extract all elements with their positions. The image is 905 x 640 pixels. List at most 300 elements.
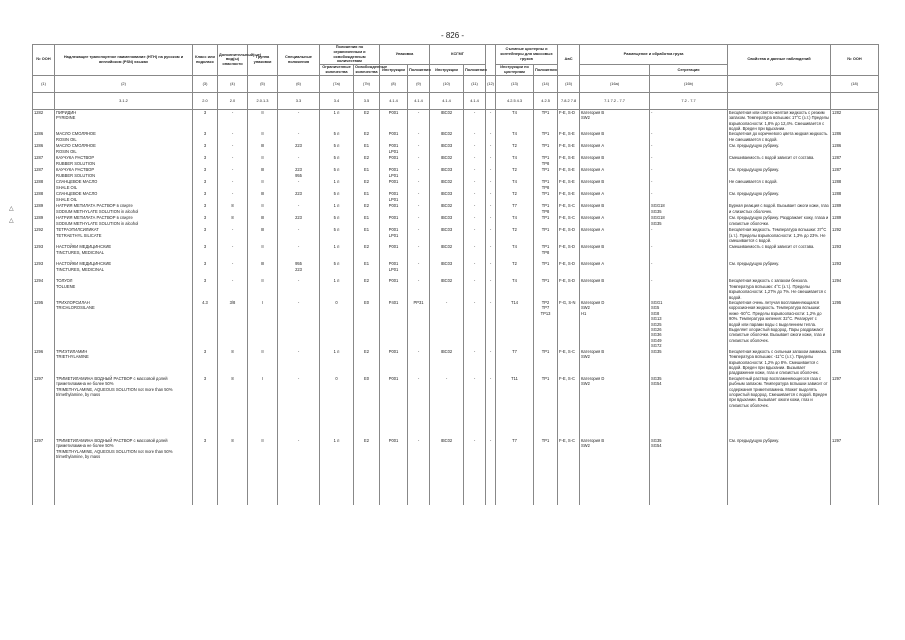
cell-excepted-qty: E1	[354, 261, 380, 278]
cell-packing-group: II	[248, 438, 278, 505]
table-row	[33, 244, 879, 261]
cell-tank-prov: TP1	[534, 191, 558, 203]
column-number: (18)	[831, 75, 879, 92]
cell-secondary: -	[218, 179, 248, 191]
header-tank-prov: Положения	[534, 65, 558, 76]
cell-col12: -	[486, 143, 496, 155]
cell-segregation: SG35 SG54	[650, 376, 728, 438]
cell-name: ТРИМЕТИЛАМИНА ВОДНЫЙ РАСТВОР с массовой долей триметиламина не более 50% TRIMETHYLAMINE, AQUEOUS SOLUTION not more than 50% trimethylamine, by mass	[55, 376, 193, 438]
cell-pack-prov: -	[408, 167, 430, 179]
column-reference: 2.0	[193, 92, 218, 109]
cell-packing-group: I	[248, 300, 278, 349]
cell-ibc-prov: -	[464, 203, 486, 215]
cell-tank-instr: T11	[496, 376, 534, 438]
column-number: (4)	[218, 75, 248, 92]
cell-pack-prov: -	[408, 261, 430, 278]
table-row	[33, 278, 879, 300]
header-ibc: КСГМГ	[430, 45, 486, 65]
cell-name: СЛАНЦЕВОЕ МАСЛО SHALE OIL	[55, 191, 193, 203]
cell-class: 3	[193, 131, 218, 143]
cell-col12: -	[486, 203, 496, 215]
column-number: (7b)	[354, 75, 380, 92]
column-number: (1)	[33, 75, 55, 92]
header-packing: Упаковка	[380, 45, 430, 65]
cell-secondary: -	[218, 155, 248, 167]
cell-col12: -	[486, 215, 496, 227]
column-number: (8)	[380, 75, 408, 92]
cell-un: 1289	[33, 203, 55, 215]
cell-tank-prov: TP1	[534, 376, 558, 438]
column-reference: 3.1.2	[55, 92, 193, 109]
column-number: (11)	[464, 75, 486, 92]
cell-excepted-qty: E2	[354, 179, 380, 191]
header-un: № ООН	[33, 45, 55, 76]
column-number: (14)	[534, 75, 558, 92]
cell-properties: См. предыдущую рубрику.	[728, 438, 831, 505]
cell-secondary: 8	[218, 376, 248, 438]
header-excepted-qty: Освобожденные количества	[355, 64, 388, 74]
cell-segregation: SG35 SG54	[650, 438, 728, 505]
cell-ibc-prov: -	[464, 167, 486, 179]
cell-limited-qty: 0	[320, 300, 354, 349]
table-row	[33, 215, 879, 227]
cell-class: 3	[193, 438, 218, 505]
cell-segregation: SGG1 SG5 SG8 SG13 SG25 SG26 SG36 SG49 SG72	[650, 300, 728, 349]
header-limited: Положения по ограниченным и освобожденным количествам	[320, 45, 380, 65]
header-props: Свойства и данные наблюдений	[728, 45, 831, 76]
cell-stowage: Категория A	[580, 215, 650, 227]
cell-tank-instr: T14	[496, 300, 534, 349]
cell-special: -	[278, 244, 320, 261]
cell-segregation: -	[650, 278, 728, 300]
header-secondary: Дополнительный(ые) вид(ы) опасности	[218, 45, 248, 76]
cell-pack-instr: P001	[380, 215, 408, 227]
cell-class: 3	[193, 179, 218, 191]
cell-name: СЛАНЦЕВОЕ МАСЛО SHALE OIL	[55, 179, 193, 191]
cell-col12: -	[486, 244, 496, 261]
cell-limited-qty: 5 л	[320, 155, 354, 167]
cell-ibc-prov: -	[464, 179, 486, 191]
cell-special: -	[278, 278, 320, 300]
cell-ems: F-E, S-C	[558, 215, 580, 227]
cell-un: 1286	[33, 143, 55, 155]
cell-un: 1287	[33, 167, 55, 179]
cell-ibc-prov: -	[464, 244, 486, 261]
table-row	[33, 261, 879, 278]
cell-packing-group: I	[248, 376, 278, 438]
cell-tank-instr: T2	[496, 143, 534, 155]
cell-segregation: SGG18 SG35	[650, 215, 728, 227]
column-reference: 7.2 - 7.7	[650, 92, 728, 109]
cell-pack-instr: P001 LP01	[380, 191, 408, 203]
cell-name: НАТРИЯ МЕТИЛАТА РАСТВОР в спирте SODIUM METHYLATE SOLUTION in alcohol	[55, 203, 193, 215]
cell-pack-prov: -	[408, 191, 430, 203]
cell-class: 3	[193, 261, 218, 278]
cell-limited-qty: 1 л	[320, 109, 354, 131]
table-row	[33, 179, 879, 191]
header-segregation: Сегрегация	[650, 65, 728, 76]
cell-tank-instr: T4	[496, 109, 534, 131]
cell-tank-prov: TP1	[534, 227, 558, 244]
table-row	[33, 227, 879, 244]
cell-tank-instr: T4	[496, 244, 534, 261]
cell-special: 223	[278, 143, 320, 155]
cell-stowage: Категория A	[580, 191, 650, 203]
cell-ibc-prov: -	[464, 215, 486, 227]
cell-ibc-instr: IBC02	[430, 131, 464, 143]
cell-limited-qty: 1 л	[320, 179, 354, 191]
cell-name: ТРИХЛОРСИЛАН TRICHLOROSILANE	[55, 300, 193, 349]
cell-special: -	[278, 227, 320, 244]
cell-col12: -	[486, 227, 496, 244]
cell-pack-instr: P001	[380, 131, 408, 143]
cell-properties: Смешиваемость с водой зависит от состава.	[728, 244, 831, 261]
cell-packing-group: II	[248, 203, 278, 215]
cell-un: 1288	[33, 179, 55, 191]
cell-tank-prov: TP1 TP8	[534, 179, 558, 191]
cell-special: -	[278, 300, 320, 349]
cell-secondary: -	[218, 167, 248, 179]
cell-limited-qty: 1 л	[320, 349, 354, 376]
column-reference	[831, 92, 879, 109]
cell-un-right: 1287	[831, 155, 879, 167]
cell-tank-instr: T7	[496, 203, 534, 215]
cell-secondary: 8	[218, 215, 248, 227]
cell-col12: -	[486, 179, 496, 191]
header-limited-qty: Ограниченные количества	[320, 65, 354, 76]
cell-excepted-qty: E2	[354, 349, 380, 376]
cell-packing-group: II	[248, 155, 278, 167]
cell-class: 3	[193, 155, 218, 167]
cell-tank-instr: T4	[496, 278, 534, 300]
column-reference-row	[33, 92, 879, 109]
cell-segregation: -	[650, 191, 728, 203]
cell-stowage: Категория A	[580, 261, 650, 278]
cell-pack-instr: P001	[380, 203, 408, 215]
cell-pack-instr: P001	[380, 438, 408, 505]
cell-secondary: -	[218, 227, 248, 244]
cell-name: КАУЧУКА РАСТВОР RUBBER SOLUTION	[55, 167, 193, 179]
cell-col12: -	[486, 191, 496, 203]
cell-segregation: -	[650, 155, 728, 167]
cell-class: 3	[193, 278, 218, 300]
cell-col12: -	[486, 376, 496, 438]
header-pack-instr: Инструкции	[380, 65, 408, 76]
cell-un-right: 1282	[831, 109, 879, 131]
cell-name: ТЕТРАЭТИЛСИЛИКАТ TETRAETHYL SILICATE	[55, 227, 193, 244]
cell-ibc-prov: -	[464, 155, 486, 167]
cell-secondary: -	[218, 278, 248, 300]
header-tank-instr: Инструкции по цистернам	[496, 65, 534, 76]
cell-pack-prov: -	[408, 376, 430, 438]
cell-ibc-instr: IBC02	[430, 244, 464, 261]
cell-limited-qty: 5 л	[320, 227, 354, 244]
table-row	[33, 203, 879, 215]
cell-un: 1288	[33, 191, 55, 203]
cell-un-right: 1288	[831, 179, 879, 191]
cell-limited-qty: 1 л	[320, 244, 354, 261]
cell-secondary: 8	[218, 438, 248, 505]
column-reference: 4.1.4	[464, 92, 486, 109]
cell-name: МАСЛО СМОЛЯНОЕ ROSIN OIL	[55, 131, 193, 143]
cell-special: -	[278, 376, 320, 438]
cell-tank-instr: T2	[496, 261, 534, 278]
cell-properties: Бесцветная до коричневого цвета жидкая жидкость. Не смешивается с водой.	[728, 131, 831, 143]
cell-ibc-instr: IBC02	[430, 438, 464, 505]
cell-name: ПИРИДИН PYRIDINE	[55, 109, 193, 131]
change-marker-icon: △	[9, 206, 14, 213]
cell-col12: -	[486, 167, 496, 179]
cell-segregation: -	[650, 227, 728, 244]
header-class: Класс или подкласс	[193, 45, 218, 76]
cell-ibc-instr: IBC02	[430, 179, 464, 191]
cell-secondary: 8	[218, 203, 248, 215]
cell-name: НАТРИЯ МЕТИЛАТА РАСТВОР в спирте SODIUM METHYLATE SOLUTION in alcohol	[55, 215, 193, 227]
cell-limited-qty: 5 л	[320, 143, 354, 155]
table-body	[33, 109, 879, 504]
cell-tank-prov: TP1	[534, 131, 558, 143]
cell-class: 3	[193, 109, 218, 131]
cell-tank-instr: T2	[496, 167, 534, 179]
cell-class: 3	[193, 376, 218, 438]
table-row	[33, 300, 879, 349]
cell-pack-instr: P001	[380, 278, 408, 300]
cell-tank-instr: T4	[496, 131, 534, 143]
cell-un-right: 1287	[831, 167, 879, 179]
table-row	[33, 155, 879, 167]
cell-excepted-qty: E2	[354, 131, 380, 143]
cell-name: КАУЧУКА РАСТВОР RUBBER SOLUTION	[55, 155, 193, 167]
column-reference: 4.2.5 4.3	[496, 92, 534, 109]
cell-limited-qty: 5 л	[320, 191, 354, 203]
header-pack-prov: Положения	[408, 65, 430, 76]
cell-col12: -	[486, 109, 496, 131]
cell-excepted-qty: E2	[354, 203, 380, 215]
column-reference: 7.8.2 7.8	[558, 92, 580, 109]
cell-limited-qty: 5 л	[320, 131, 354, 143]
cell-pack-prov: -	[408, 131, 430, 143]
cell-un-right: 1293	[831, 261, 879, 278]
column-number: (16b)	[650, 75, 728, 92]
cell-stowage: Категория B SW2	[580, 109, 650, 131]
cell-excepted-qty: E0	[354, 376, 380, 438]
cell-segregation: -	[650, 131, 728, 143]
cell-stowage: Категория B	[580, 131, 650, 143]
cell-ems: F-E, S-C	[558, 349, 580, 376]
cell-properties: Бесцветная жидкость с сильным запахом аммиака. Температура вспышки: -11°C (з.т.). Пределы взрывоопасности: 1,2% до 8%. Смешивается с водой. Вреден при вдыхании. Вызывает раздражение кожи, глаз и слизистых оболочек.	[728, 349, 831, 376]
cell-limited-qty: 1 л	[320, 278, 354, 300]
cell-pack-instr: P001	[380, 376, 408, 438]
cell-ibc-prov: -	[464, 300, 486, 349]
cell-pack-prov: -	[408, 349, 430, 376]
header-special: Специальные положения	[278, 45, 320, 76]
cell-ibc-instr: IBC02	[430, 109, 464, 131]
cell-un-right: 1293	[831, 244, 879, 261]
column-reference	[486, 92, 496, 109]
cell-class: 3	[193, 227, 218, 244]
cell-un-right: 1295	[831, 300, 879, 349]
cell-secondary: -	[218, 131, 248, 143]
cell-excepted-qty: E0	[354, 300, 380, 349]
cell-un-right: 1296	[831, 349, 879, 376]
cell-ibc-prov: -	[464, 261, 486, 278]
cell-stowage: Категория A	[580, 167, 650, 179]
cell-tank-prov: TP1	[534, 167, 558, 179]
cell-excepted-qty: E1	[354, 167, 380, 179]
cell-ibc-instr: IBC03	[430, 261, 464, 278]
cell-properties: Бесцветная очень летучая воспламеняющаяся коррозионная жидкость. Температура вспышки: ниже -50°C. Пределы взрывоопасности: 1,2% до 90%. Температура кипения: 32°C. Реагирует с водой или парами воды с выделением тепла. Выделяет хлористый водород. Пары раздражают слизистые оболочки. Вызывает ожоги кожи, глаз и слизистых оболочек.	[728, 300, 831, 349]
header-ibc-prov: Положения	[464, 65, 486, 76]
cell-tank-prov: TP1	[534, 215, 558, 227]
cell-un-right: 1289	[831, 215, 879, 227]
cell-tank-instr: T2	[496, 191, 534, 203]
cell-pack-instr: P001	[380, 109, 408, 131]
cell-ibc-instr: IBC03	[430, 215, 464, 227]
cell-limited-qty: 5 л	[320, 167, 354, 179]
cell-segregation: -	[650, 109, 728, 131]
cell-ibc-instr: -	[430, 376, 464, 438]
cell-excepted-qty: E1	[354, 227, 380, 244]
cell-ibc-prov: -	[464, 191, 486, 203]
cell-un-right: 1289	[831, 203, 879, 215]
cell-ibc-prov: -	[464, 438, 486, 505]
cell-special: 223	[278, 215, 320, 227]
cell-segregation: -	[650, 244, 728, 261]
cell-ems: F-E, S-D	[558, 227, 580, 244]
cell-segregation: SGG18 SG35	[650, 203, 728, 215]
cell-properties: См. предыдущую рубрику. Раздражает кожу, глаза и слизистые оболочки.	[728, 215, 831, 227]
cell-class: 3	[193, 191, 218, 203]
header-row-1	[33, 45, 879, 65]
cell-segregation: -	[650, 143, 728, 155]
cell-tank-prov: TP1	[534, 261, 558, 278]
cell-excepted-qty: E2	[354, 278, 380, 300]
cell-stowage: Категория A	[580, 227, 650, 244]
cell-ibc-instr: IBC02	[430, 155, 464, 167]
cell-properties: Бесцветная или светло-желтая жидкость с резким запахом. Температура вспышки: 17°C (з.т.) Пределы взрывоопасности: 1,8% до 12,4%. Смешивается с водой. Вреден при вдыхании.	[729, 109, 829, 131]
cell-packing-group: III	[248, 191, 278, 203]
cell-pack-prov: -	[408, 278, 430, 300]
cell-ibc-prov: -	[464, 143, 486, 155]
cell-stowage: Категория B	[580, 244, 650, 261]
cell-col12: -	[486, 300, 496, 349]
cell-ibc-instr: IBC03	[430, 143, 464, 155]
column-reference: 3.4	[320, 92, 354, 109]
cell-tank-prov: TP1 TP8	[534, 203, 558, 215]
cell-ems: F-E, S-D	[558, 109, 580, 131]
cell-packing-group: III	[248, 215, 278, 227]
table-row	[33, 376, 879, 438]
cell-properties: См. предыдущую рубрику.	[728, 261, 831, 278]
cell-pack-prov: -	[408, 438, 430, 505]
cell-name: ТОЛУОЛ TOLUENE	[55, 278, 193, 300]
cell-special: 223	[278, 191, 320, 203]
cell-pack-instr: P001 LP01	[380, 167, 408, 179]
table-row	[33, 191, 879, 203]
cell-packing-group: III	[248, 261, 278, 278]
cell-un: 1295	[33, 300, 55, 349]
cell-un: 1289	[33, 215, 55, 227]
cell-tank-prov: TP1	[534, 438, 558, 505]
cell-ibc-instr: IBC03	[430, 191, 464, 203]
cell-ibc-prov: -	[464, 109, 486, 131]
cell-excepted-qty: E2	[354, 109, 380, 131]
cell-secondary: -	[218, 244, 248, 261]
cell-un: 1296	[33, 349, 55, 376]
cell-un-right: 1297	[831, 376, 879, 438]
cell-col12: -	[486, 278, 496, 300]
cell-secondary: -	[218, 143, 248, 155]
cell-pack-prov: -	[408, 227, 430, 244]
cell-tank-prov: TP1	[534, 349, 558, 376]
cell-pack-instr: P001 LP01	[380, 261, 408, 278]
column-number: (5)	[248, 75, 278, 92]
cell-ibc-instr: -	[430, 300, 464, 349]
cell-excepted-qty: E1	[354, 215, 380, 227]
cell-stowage: Категория D SW2 H1	[580, 300, 650, 349]
column-number: (10)	[430, 75, 464, 92]
cell-pack-instr: P001 LP01	[380, 143, 408, 155]
cell-col12: -	[486, 155, 496, 167]
cell-name: ТРИЭТИЛАМИН TRIETHYLAMINE	[55, 349, 193, 376]
cell-ibc-instr: IBC03	[430, 227, 464, 244]
cell-col12: -	[486, 438, 496, 505]
header-ems: АвС	[558, 45, 580, 76]
cell-col12: -	[486, 349, 496, 376]
header-tanks: Съемные цистерны и контейнеры для массовых грузов	[496, 45, 558, 65]
cell-excepted-qty: E2	[354, 155, 380, 167]
table-row	[33, 109, 879, 131]
cell-tank-instr: T4	[496, 179, 534, 191]
cell-class: 3	[193, 244, 218, 261]
cell-un: 1287	[33, 155, 55, 167]
cell-col12: -	[486, 261, 496, 278]
cell-limited-qty: 5 л	[320, 215, 354, 227]
cell-un: 1297	[33, 376, 55, 438]
cell-packing-group: II	[248, 278, 278, 300]
cell-properties: Не смешивается с водой.	[728, 179, 831, 191]
cell-packing-group: II	[248, 244, 278, 261]
cell-special: -	[278, 438, 320, 505]
column-reference	[728, 92, 831, 109]
cell-special: -	[278, 155, 320, 167]
cell-special: -	[278, 131, 320, 143]
column-reference	[33, 92, 55, 109]
cell-ibc-prov: -	[464, 349, 486, 376]
cell-un: 1294	[33, 278, 55, 300]
column-number: (6)	[278, 75, 320, 92]
dangerous-goods-table	[32, 44, 879, 505]
column-reference: 3.3	[278, 92, 320, 109]
cell-special: -	[278, 109, 320, 131]
cell-un-right: 1294	[831, 278, 879, 300]
column-reference: 2.0.1.3	[248, 92, 278, 109]
cell-pack-prov: -	[408, 203, 430, 215]
header-stowage: Размещение и обработка груза	[580, 45, 728, 65]
change-marker-icon: △	[9, 218, 14, 225]
cell-ems: F-E, S-C	[558, 203, 580, 215]
cell-excepted-qty: E2	[354, 438, 380, 505]
cell-segregation: -	[650, 261, 728, 278]
cell-tank-instr: T2	[496, 227, 534, 244]
cell-properties: См. предыдущую рубрику.	[728, 143, 831, 155]
column-number: (16a)	[580, 75, 650, 92]
cell-excepted-qty: E1	[354, 143, 380, 155]
column-number: (12)	[486, 75, 496, 92]
cell-pack-prov: -	[408, 215, 430, 227]
cell-tank-prov: TP1 TP8	[534, 244, 558, 261]
cell-un-right: 1297	[831, 438, 879, 505]
